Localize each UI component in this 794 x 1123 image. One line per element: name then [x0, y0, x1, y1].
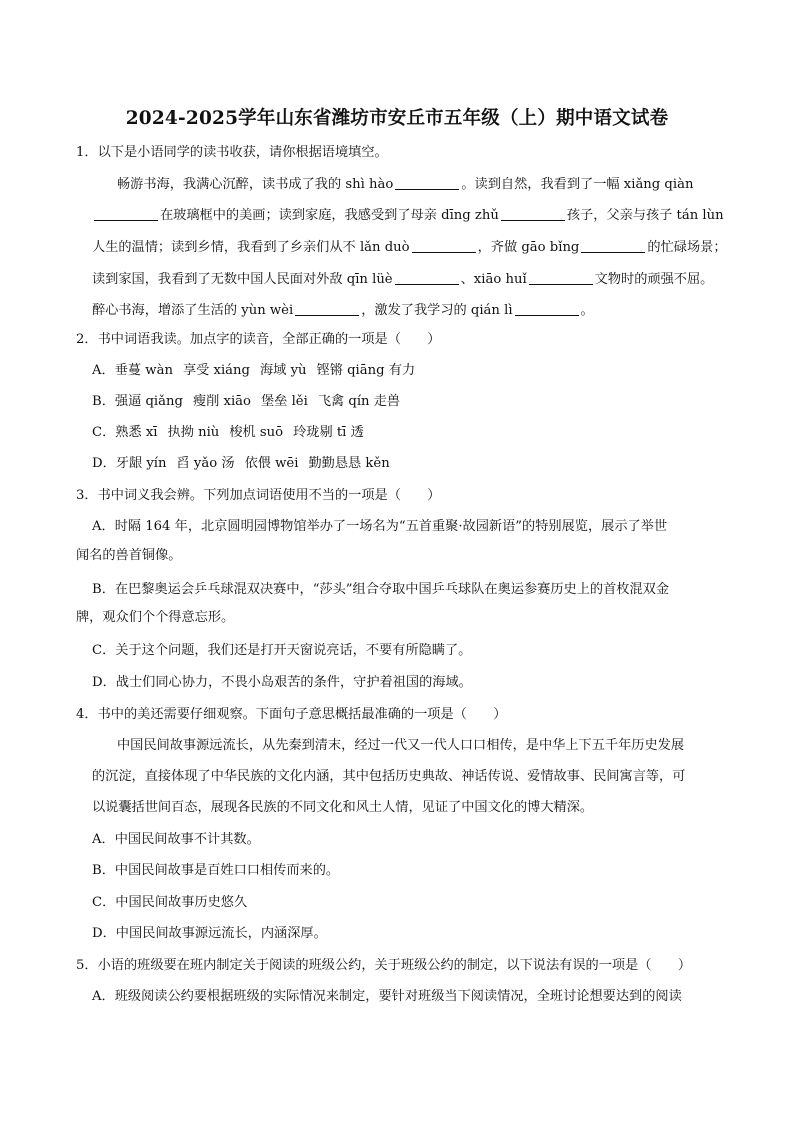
q1-line-4: 读到家国，我看到了无数中国人民面对外敌 qīn lüè 、xiāo huǐ 文物时的顽强不屈。: [92, 272, 714, 287]
q1-line-1: 畅游书海，我满心沉醉，读书成了我的 shì hào 。读到自然，我看到了一幅 xiǎng qiàn: [117, 177, 694, 192]
q5-stem: 5．小语的班级要在班内制定关于阅读的班级公约，关于班级公约的制定，以下说法有误的一项是（ ）: [76, 958, 692, 973]
answer-blank[interactable]: [515, 302, 579, 316]
q1-line-3: 人生的温情；读到乡情，我看到了乡亲们从不 lǎn duò ，齐做 gāo bǐng 的忙碌场景；: [92, 240, 727, 255]
q4-option-d[interactable]: D．中国民间故事源远流长，内涵深厚。: [92, 926, 327, 941]
answer-blank[interactable]: [395, 271, 459, 285]
q2-option-d[interactable]: D．牙龈 yín 舀 yǎo 汤 依偎 wēi 勤勤恳恳 kěn: [92, 456, 390, 471]
answer-blank[interactable]: [529, 271, 593, 285]
q3-option-b-line1[interactable]: B．在巴黎奥运会乒乓球混双决赛中，“莎头”组合夺取中国乒乓球队在奥运参赛历史上的首枚混双金: [92, 582, 670, 597]
q1-line-5: 醉心书海，增添了生活的 yùn wèi ，激发了我学习的 qián lì 。: [92, 303, 594, 318]
q4-option-c[interactable]: C．中国民间故事历史悠久: [92, 895, 248, 910]
answer-blank[interactable]: [395, 176, 459, 190]
q5-option-a-line1[interactable]: A．班级阅读公约要根据班级的实际情况来制定，要针对班级当下阅读情况，全班讨论想要达到的阅读: [92, 989, 682, 1004]
q1-stem: 1．以下是小语同学的读书收获，请你根据语境填空。: [76, 145, 388, 160]
q3-option-a-line2: 闻名的兽首铜像。: [76, 548, 182, 563]
q2-option-c[interactable]: C．熟悉 xī 执拗 niù 梭机 suō 玲珑剔 tī 透: [92, 425, 364, 440]
q1-line-2: 在玻璃框中的美画；读到家庭，我感受到了母亲 dīng zhǔ 孩子，父亲与孩子 tán lùn: [92, 206, 724, 226]
answer-blank[interactable]: [412, 239, 476, 253]
q3-option-b-line2: 牌，观众们个个得意忘形。: [76, 610, 235, 625]
answer-blank[interactable]: [501, 207, 565, 221]
q4-stem: 4．书中的美还需要仔细观察。下面句子意思概括最准确的一项是（ ）: [76, 707, 507, 722]
q4-passage-line3: 以说囊括世间百态，展现各民族的不同文化和风土人情，见证了中国文化的博大精深。: [92, 800, 594, 815]
q4-option-b[interactable]: B．中国民间故事是百姓口口相传而来的。: [92, 863, 340, 878]
answer-blank[interactable]: [295, 302, 359, 316]
answer-blank[interactable]: [581, 239, 645, 253]
q3-option-d[interactable]: D．战士们同心协力，不畏小岛艰苦的条件，守护着祖国的海域。: [92, 675, 472, 690]
q2-option-a[interactable]: A．垂蔓 wàn 享受 xiáng 海域 yù 铿锵 qiāng 有力: [92, 363, 416, 378]
q4-passage-line1: 中国民间故事源远流长，从先秦到清末，经过一代又一代人口口相传，是中华上下五千年历史发展: [117, 738, 685, 753]
q2-option-b[interactable]: B．强逼 qiǎng 瘦削 xiāo 堡垒 lěi 飞禽 qín 走兽: [92, 394, 401, 409]
q3-option-a-line1[interactable]: A．时隔 164 年，北京圆明园博物馆举办了一场名为“五首重聚·故园新语”的特别展览，展示了举世: [92, 519, 668, 534]
answer-blank[interactable]: [94, 207, 158, 221]
q2-stem: 2．书中词语我读。加点字的读音，全部正确的一项是（ ）: [76, 332, 441, 347]
q4-option-a[interactable]: A．中国民间故事不计其数。: [92, 832, 260, 847]
exam-title: 2024-2025学年山东省潍坊市安丘市五年级（上）期中语文试卷: [125, 108, 669, 129]
q4-passage-line2: 的沉淀，直接体现了中华民族的文化内涵，其中包括历史典故、神话传说、爱情故事、民间寓言等，可: [92, 769, 686, 784]
q3-stem: 3．书中词义我会辨。下列加点词语使用不当的一项是（ ）: [76, 488, 441, 503]
q3-option-c[interactable]: C．关于这个问题，我们还是打开天窗说亮话，不要有所隐瞒了。: [92, 643, 472, 658]
